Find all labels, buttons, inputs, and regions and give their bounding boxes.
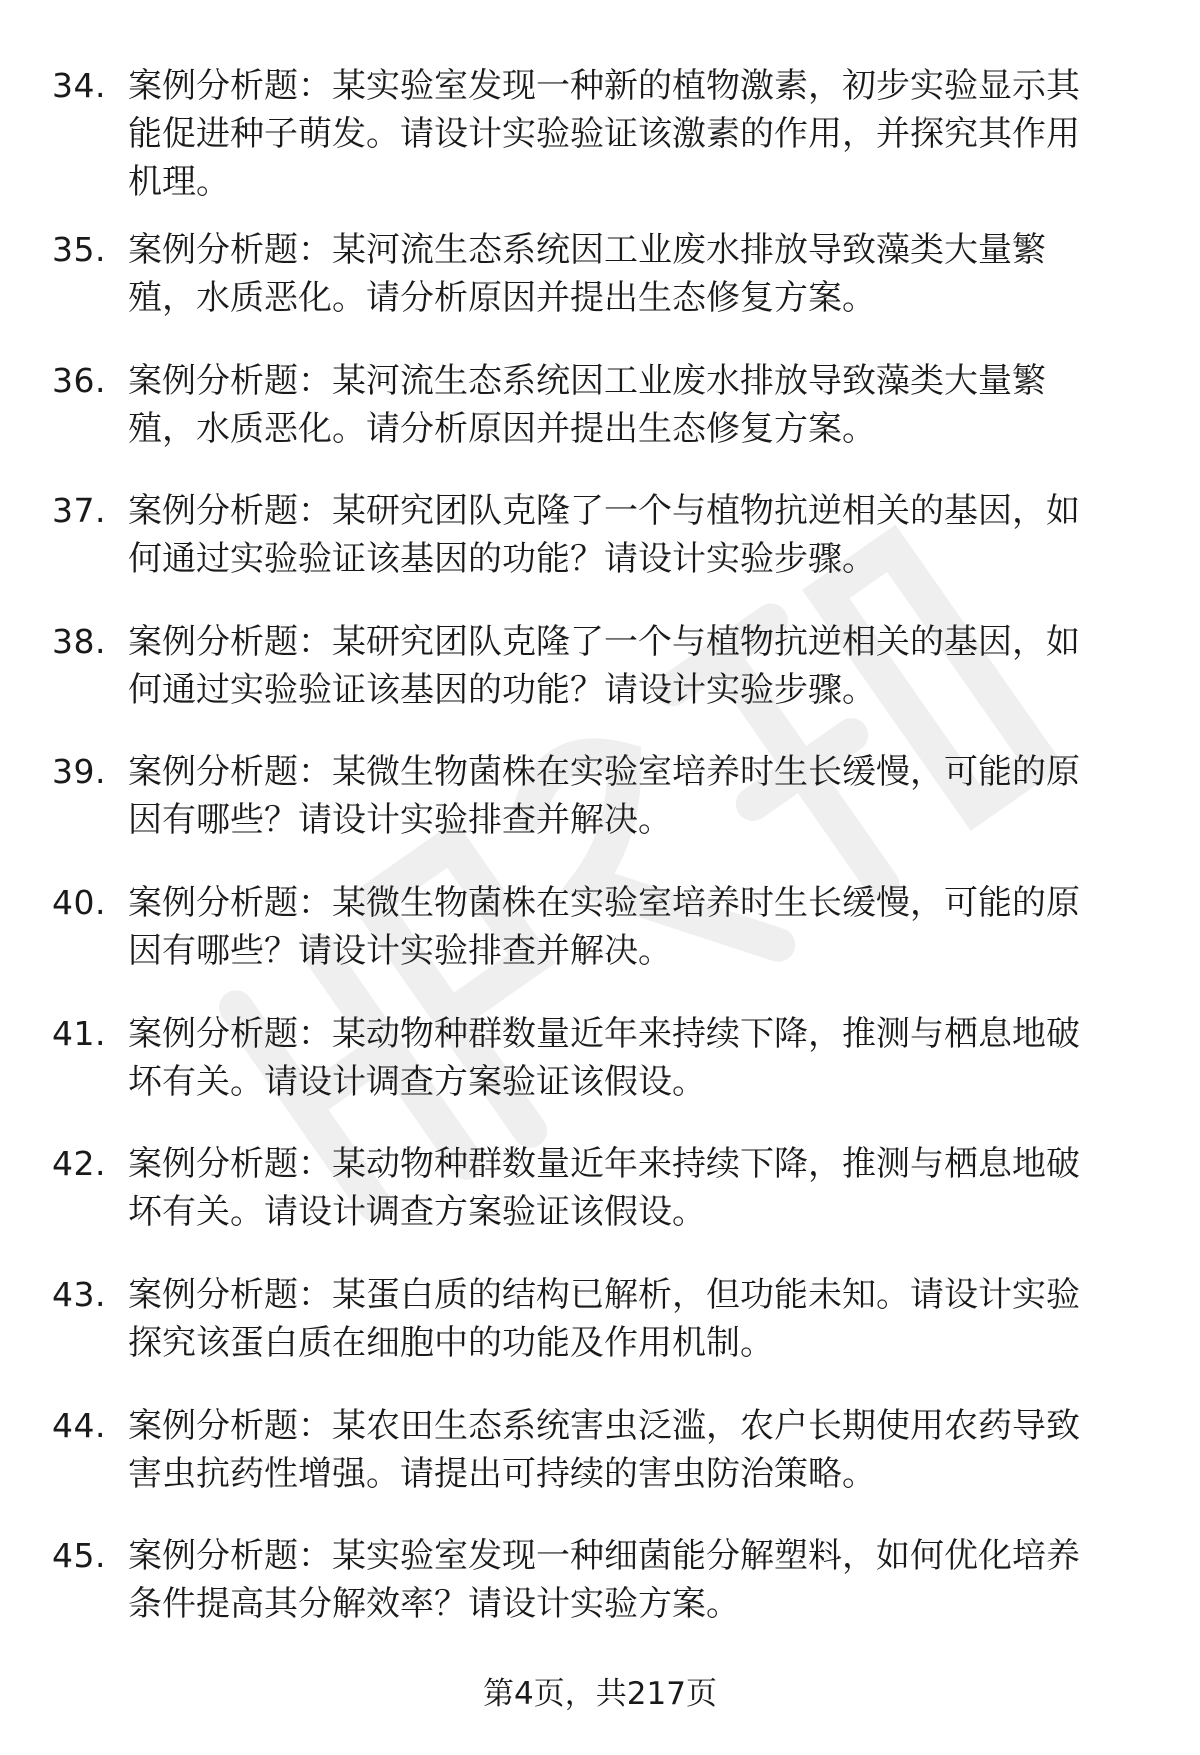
question-number: 39. bbox=[52, 752, 106, 791]
question-number: 34. bbox=[52, 66, 106, 105]
question-text-line: 坏有关。请设计调查方案验证该假设。 bbox=[128, 1062, 706, 1102]
question-number: 44. bbox=[52, 1406, 106, 1445]
question-text-line: 案例分析题：某河流生态系统因工业废水排放导致藻类大量繁 bbox=[128, 361, 1046, 401]
question-text-line: 何通过实验验证该基因的功能？请设计实验步骤。 bbox=[128, 670, 876, 710]
question-item bbox=[0, 1271, 1200, 1367]
question-number: 41. bbox=[52, 1014, 106, 1053]
question-text-line: 殖，水质恶化。请分析原因并提出生态修复方案。 bbox=[128, 409, 876, 449]
question-number: 37. bbox=[52, 491, 106, 530]
question-item bbox=[0, 1010, 1200, 1106]
question-text-line: 案例分析题：某动物种群数量近年来持续下降，推测与栖息地破 bbox=[128, 1014, 1080, 1054]
question-text-line: 能促进种子萌发。请设计实验验证该激素的作用，并探究其作用 bbox=[128, 114, 1080, 154]
question-item bbox=[0, 357, 1200, 453]
question-item bbox=[0, 1402, 1200, 1498]
question-number: 45. bbox=[52, 1536, 106, 1575]
question-text-line: 何通过实验验证该基因的功能？请设计实验步骤。 bbox=[128, 539, 876, 579]
question-text-line: 条件提高其分解效率？请设计实验方案。 bbox=[128, 1584, 740, 1624]
question-item bbox=[0, 62, 1200, 206]
question-text-line: 坏有关。请设计调查方案验证该假设。 bbox=[128, 1192, 706, 1232]
question-text-line: 案例分析题：某研究团队克隆了一个与植物抗逆相关的基因，如 bbox=[128, 491, 1080, 531]
question-number: 40. bbox=[52, 883, 106, 922]
question-item bbox=[0, 1532, 1200, 1628]
question-item bbox=[0, 618, 1200, 714]
question-item bbox=[0, 748, 1200, 844]
question-text-line: 案例分析题：某河流生态系统因工业废水排放导致藻类大量繁 bbox=[128, 230, 1046, 270]
question-text-line: 案例分析题：某微生物菌株在实验室培养时生长缓慢，可能的原 bbox=[128, 752, 1080, 792]
question-text-line: 殖，水质恶化。请分析原因并提出生态修复方案。 bbox=[128, 278, 876, 318]
question-text-line: 机理。 bbox=[128, 162, 230, 202]
question-text-line: 案例分析题：某研究团队克隆了一个与植物抗逆相关的基因，如 bbox=[128, 622, 1080, 662]
question-number: 43. bbox=[52, 1275, 106, 1314]
question-text-line: 案例分析题：某实验室发现一种新的植物激素，初步实验显示其 bbox=[128, 66, 1080, 106]
question-number: 35. bbox=[52, 230, 106, 269]
question-text-line: 案例分析题：某蛋白质的结构已解析，但功能未知。请设计实验 bbox=[128, 1275, 1080, 1315]
question-text-line: 因有哪些？请设计实验排查并解决。 bbox=[128, 931, 672, 971]
question-item bbox=[0, 487, 1200, 583]
question-number: 38. bbox=[52, 622, 106, 661]
question-number: 36. bbox=[52, 361, 106, 400]
question-item bbox=[0, 226, 1200, 322]
question-text-line: 案例分析题：某动物种群数量近年来持续下降，推测与栖息地破 bbox=[128, 1144, 1080, 1184]
question-text-line: 探究该蛋白质在细胞中的功能及作用机制。 bbox=[128, 1323, 774, 1363]
question-text-line: 因有哪些？请设计实验排查并解决。 bbox=[128, 800, 672, 840]
page-number: 第4页，共217页 bbox=[483, 1676, 717, 1712]
question-number: 42. bbox=[52, 1144, 106, 1183]
question-text-line: 害虫抗药性增强。请提出可持续的害虫防治策略。 bbox=[128, 1454, 876, 1494]
question-text-line: 案例分析题：某农田生态系统害虫泛滥，农户长期使用农药导致 bbox=[128, 1406, 1080, 1446]
question-text-line: 案例分析题：某微生物菌株在实验室培养时生长缓慢，可能的原 bbox=[128, 883, 1080, 923]
question-item bbox=[0, 879, 1200, 975]
question-item bbox=[0, 1140, 1200, 1236]
question-text-line: 案例分析题：某实验室发现一种细菌能分解塑料，如何优化培养 bbox=[128, 1536, 1080, 1576]
